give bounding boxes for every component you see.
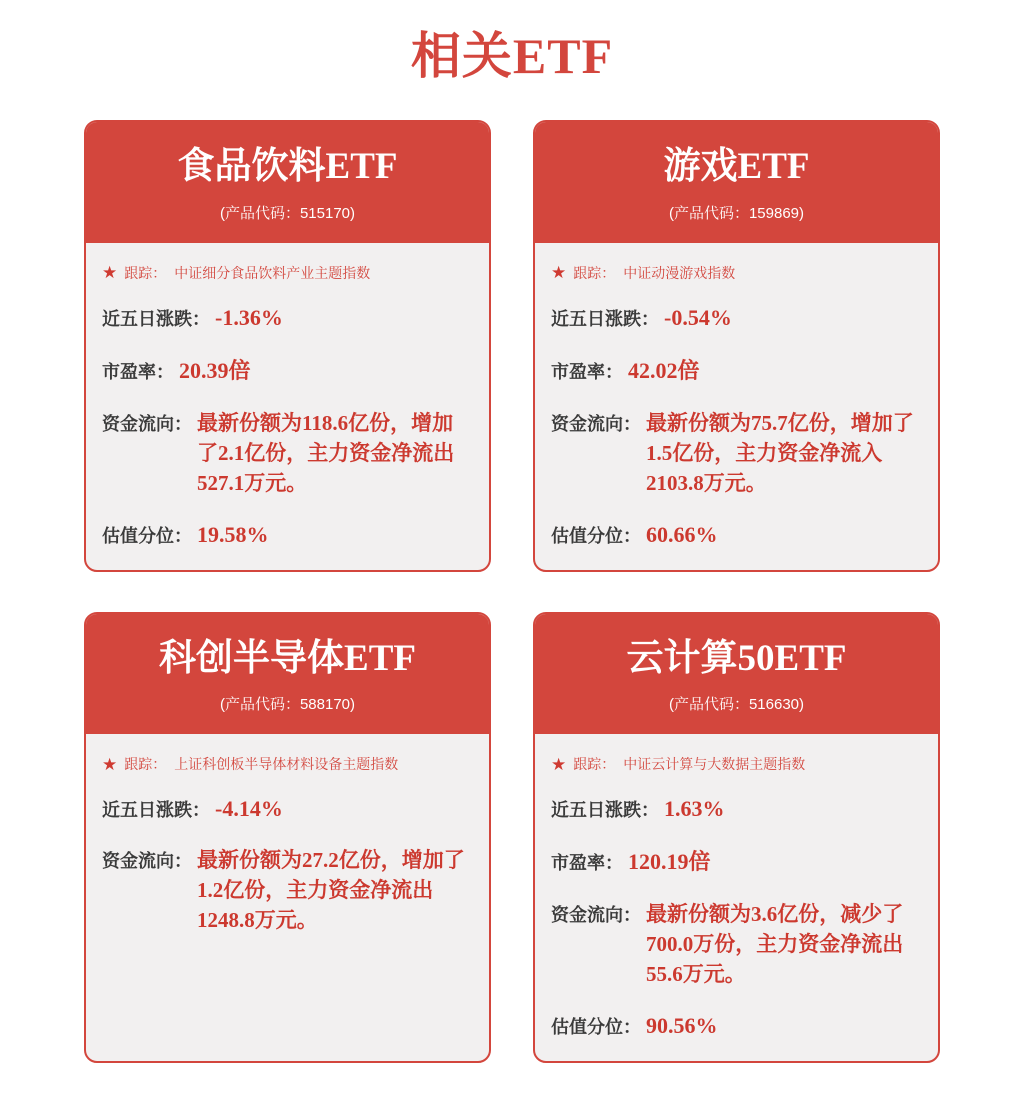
valuation-percentile-label: 估值分位： — [551, 525, 641, 546]
fund-flow-row — [551, 899, 922, 989]
card-body — [535, 243, 938, 570]
valuation-percentile-row — [102, 522, 473, 548]
valuation-percentile-label: 估值分位： — [551, 1017, 641, 1038]
track-row — [102, 754, 473, 774]
five-day-change-value: 1.63% — [664, 796, 725, 822]
valuation-percentile-value: 19.58% — [197, 521, 269, 547]
track-label: 跟踪： — [124, 264, 167, 281]
track-label: 跟踪： — [124, 756, 167, 773]
star-icon: ★ — [551, 263, 567, 283]
valuation-percentile-label: 估值分位： — [102, 525, 192, 546]
fund-flow-value: 最新份额为75.7亿份，增加了1.5亿份，主力资金净流入2103.8万元。 — [646, 410, 914, 495]
five-day-change-row — [551, 305, 922, 331]
card-header — [86, 122, 489, 243]
track-row — [551, 263, 922, 283]
etf-card-cloud-computing — [533, 612, 940, 1064]
five-day-change-label: 近五日涨跌： — [102, 800, 210, 821]
pe-ratio-row — [551, 845, 922, 876]
card-header — [535, 122, 938, 243]
etf-card-food-beverage — [84, 120, 491, 572]
etf-product-code: (产品代码：159869) — [668, 204, 805, 222]
fund-flow-row — [551, 408, 922, 498]
five-day-change-value: -0.54% — [664, 304, 732, 330]
card-header — [535, 614, 938, 735]
star-icon: ★ — [551, 754, 567, 774]
card-body — [86, 243, 489, 570]
track-index: 中证动漫游戏指数 — [623, 264, 736, 281]
etf-product-code: (产品代码：516630) — [668, 696, 805, 714]
track-row — [102, 263, 473, 283]
valuation-percentile-row — [551, 1013, 922, 1039]
five-day-change-label: 近五日涨跌： — [102, 308, 210, 329]
five-day-change-row — [102, 305, 473, 331]
etf-cards-grid — [84, 120, 940, 1063]
etf-product-code: (产品代码：515170) — [219, 204, 356, 222]
five-day-change-value: -1.36% — [215, 304, 283, 330]
etf-name: 游戏ETF — [663, 146, 810, 187]
fund-flow-label: 资金流向： — [102, 851, 192, 872]
fund-flow-row — [102, 408, 473, 498]
pe-ratio-value: 20.39倍 — [179, 357, 251, 383]
card-body — [86, 734, 489, 1061]
fund-flow-value: 最新份额为27.2亿份，增加了1.2亿份，主力资金净流出1248.8万元。 — [197, 848, 465, 933]
pe-ratio-label: 市盈率： — [551, 853, 623, 874]
pe-ratio-label: 市盈率： — [551, 361, 623, 382]
fund-flow-label: 资金流向： — [551, 413, 641, 434]
track-index: 上证科创板半导体材料设备主题指数 — [174, 756, 399, 773]
pe-ratio-value: 42.02倍 — [628, 357, 700, 383]
fund-flow-label: 资金流向： — [551, 905, 641, 926]
etf-card-star-semiconductor — [84, 612, 491, 1064]
etf-name: 食品饮料ETF — [177, 146, 398, 187]
five-day-change-label: 近五日涨跌： — [551, 308, 659, 329]
etf-name: 科创半导体ETF — [159, 637, 416, 679]
pe-ratio-row — [102, 354, 473, 385]
pe-ratio-value: 120.19倍 — [628, 849, 711, 875]
etf-card-game — [533, 120, 940, 572]
valuation-percentile-row — [551, 522, 922, 548]
pe-ratio-row — [551, 354, 922, 385]
fund-flow-label: 资金流向： — [102, 413, 192, 434]
page-title: 相关ETF — [410, 28, 614, 84]
valuation-percentile-value: 60.66% — [646, 521, 718, 547]
five-day-change-row — [551, 796, 922, 822]
fund-flow-row — [102, 845, 473, 935]
track-label: 跟踪： — [573, 264, 616, 281]
etf-product-code: (产品代码：588170) — [219, 696, 356, 714]
track-index: 中证云计算与大数据主题指数 — [623, 756, 806, 773]
fund-flow-value: 最新份额为3.6亿份，减少了700.0万份，主力资金净流出55.6万元。 — [646, 902, 904, 987]
track-label: 跟踪： — [573, 756, 616, 773]
star-icon: ★ — [102, 263, 118, 283]
five-day-change-row — [102, 796, 473, 822]
card-body — [535, 734, 938, 1061]
etf-name: 云计算50ETF — [626, 637, 847, 679]
track-row — [551, 754, 922, 774]
card-header — [86, 614, 489, 735]
pe-ratio-label: 市盈率： — [102, 361, 174, 382]
five-day-change-value: -4.14% — [215, 796, 283, 822]
track-index: 中证细分食品饮料产业主题指数 — [174, 264, 371, 281]
fund-flow-value: 最新份额为118.6亿份，增加了2.1亿份，主力资金净流出527.1万元。 — [197, 410, 455, 495]
valuation-percentile-value: 90.56% — [646, 1013, 718, 1039]
five-day-change-label: 近五日涨跌： — [551, 800, 659, 821]
star-icon: ★ — [102, 754, 118, 774]
